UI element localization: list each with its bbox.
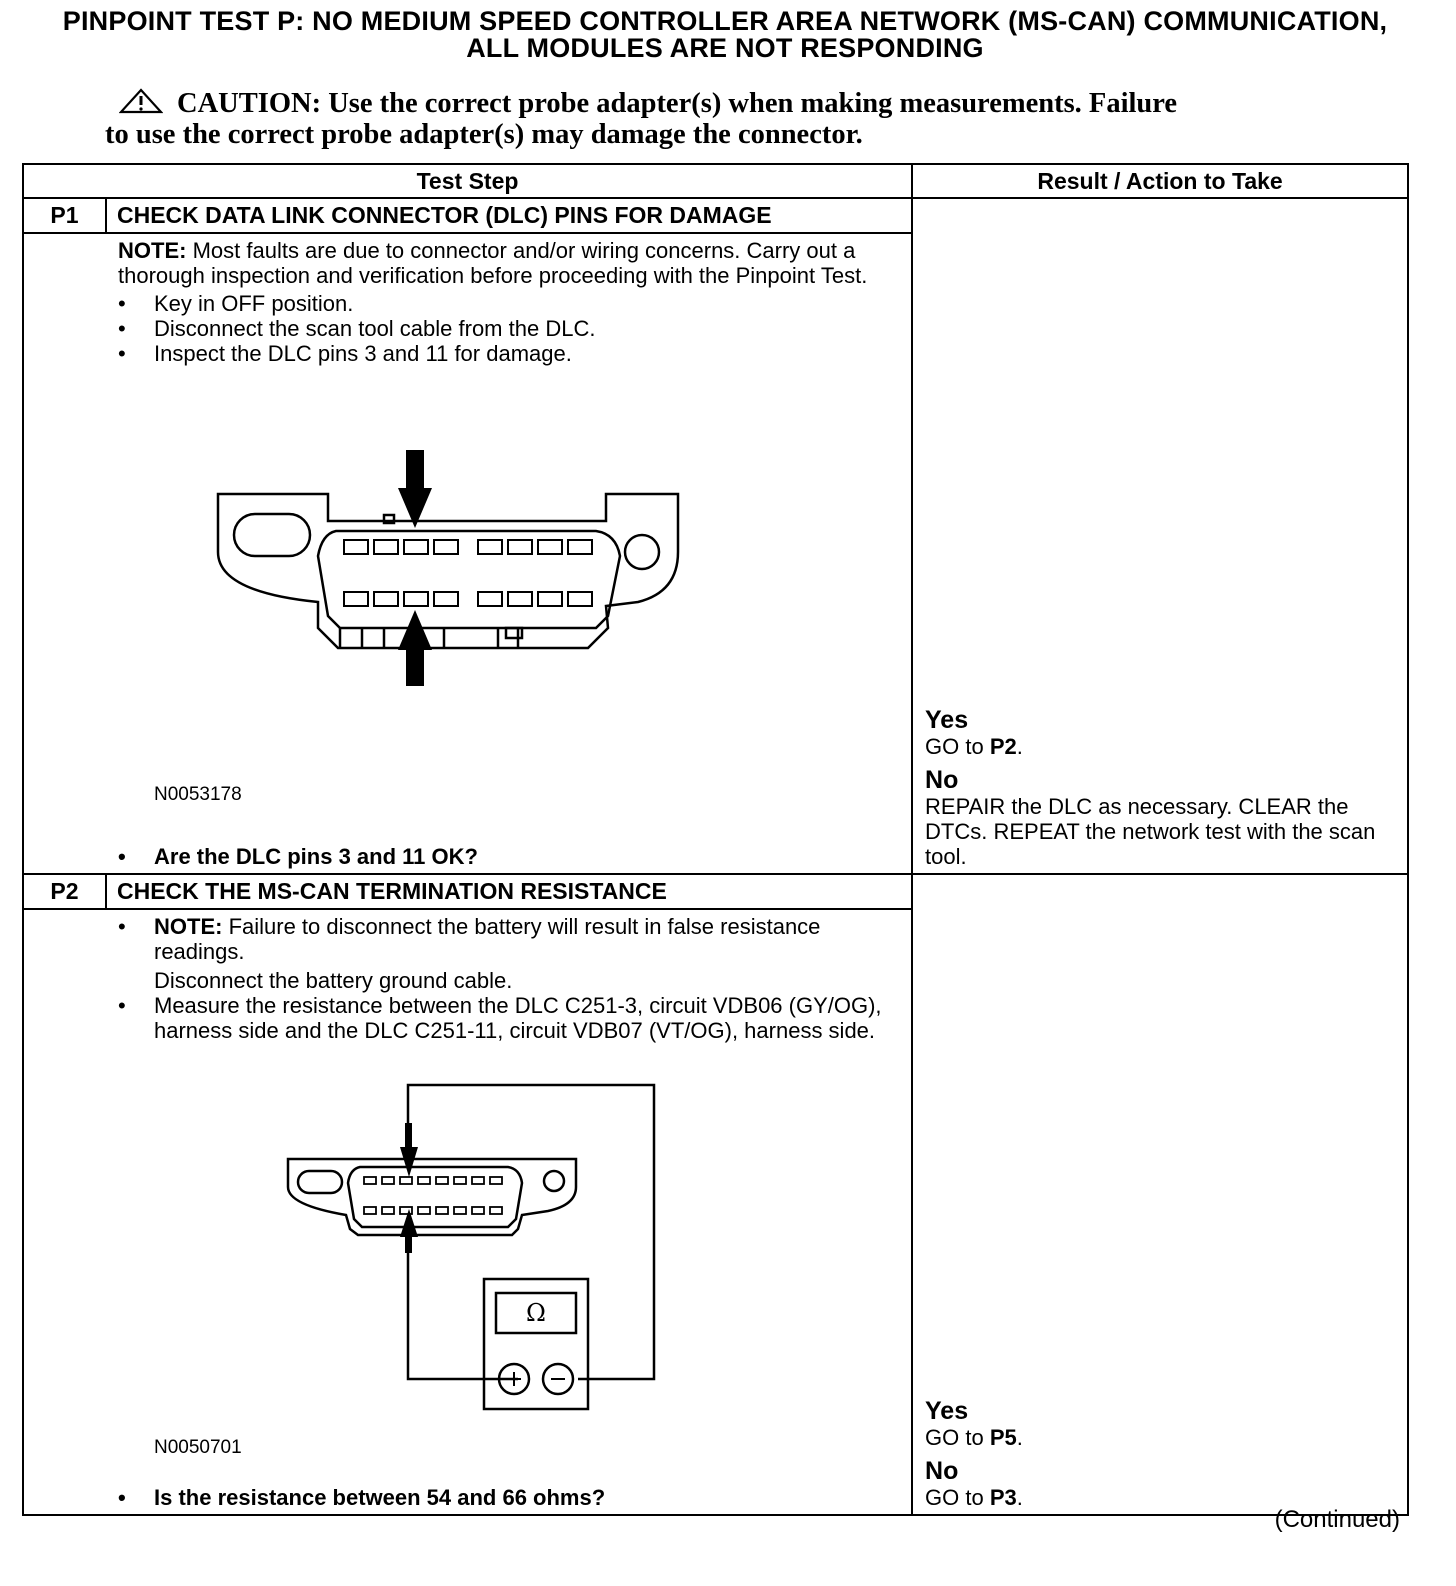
step-p2-yes-label: Yes (925, 1397, 969, 1425)
page-title (20, 8, 1430, 62)
caution-text-line1: Use the correct probe adapter(s) when making measurements. Failure (328, 88, 1178, 119)
caution-notice (105, 88, 1335, 150)
step-p1-no-label: No (925, 766, 959, 794)
step-p2-results (912, 874, 1408, 1515)
step-p2-no-action: GO to P3. (925, 1485, 1023, 1510)
step-p2-question: • Is the resistance between 54 and 66 ohms? (118, 1485, 901, 1510)
step-p1-bullet-2: • Disconnect the scan tool cable from the DLC. (118, 316, 901, 341)
step-p1-figure-area (118, 366, 901, 862)
step-p1-id: P1 (23, 198, 106, 233)
step-p2-yes-target: P5 (989, 1425, 1017, 1450)
caution-text-line2: to use the correct probe adapter(s) may damage the connector. (105, 119, 863, 150)
step-p2-note (118, 914, 901, 964)
step-p2-figure-area (118, 1043, 901, 1463)
step-p2-yes-action: GO to P5. (925, 1425, 1023, 1450)
step-p1-results (912, 198, 1408, 874)
resistance-measurement-diagram (118, 1043, 678, 1443)
warning-triangle-icon (119, 88, 163, 114)
step-p1-yes-label: Yes (925, 706, 969, 734)
step-p2-bullet-measure: • Measure the resistance between the DLC C251-3, circuit VDB06 (GY/OG), harness side and the DLC C251-11, circuit VDB07 (VT/OG), harness side. (118, 993, 901, 1043)
header-result-action: Result / Action to Take (912, 164, 1408, 198)
step-p1-note (118, 238, 901, 288)
step-p1-title-row (23, 198, 1408, 233)
page-title-line1: PINPOINT TEST P: NO MEDIUM SPEED CONTROLLER AREA NETWORK (MS-CAN) COMMUNICATION, (62, 6, 1388, 36)
step-p1-bullet-3: • Inspect the DLC pins 3 and 11 for damage. (118, 341, 901, 366)
step-p2-no-target: P3 (989, 1485, 1017, 1510)
pinpoint-test-table (22, 163, 1409, 1516)
step-p2-figure-code: N0050701 (154, 1437, 242, 1458)
page-title-line2: ALL MODULES ARE NOT RESPONDING (466, 33, 984, 63)
step-p1-body (23, 233, 912, 874)
step-p1-note-label: NOTE: (118, 238, 187, 263)
step-p2-no-label: No (925, 1457, 959, 1485)
ohm-meter-symbol: Ω (526, 1299, 546, 1327)
dlc-connector-pin-diagram (118, 366, 718, 786)
step-p1-note-text: Most faults are due to connector and/or wiring concerns. Carry out a thorough inspection and verification before proceeding with the Pinpoint Test. (118, 238, 868, 288)
step-p2-note-continuation: Disconnect the battery ground cable. (154, 968, 513, 993)
step-p2-id: P2 (23, 874, 106, 909)
step-p1-yes-action: GO to P2. (925, 734, 1023, 759)
step-p2-note-text: Failure to disconnect the battery will result in false resistance readings. (154, 914, 821, 964)
step-p1-no-action: REPAIR the DLC as necessary. CLEAR the DTCs. REPEAT the network test with the scan tool. (925, 794, 1376, 869)
step-p1-figure-code: N0053178 (154, 784, 242, 805)
header-test-step: Test Step (23, 164, 912, 198)
step-p2-title-row (23, 874, 1408, 909)
step-p1-title: CHECK DATA LINK CONNECTOR (DLC) PINS FOR DAMAGE (106, 198, 912, 233)
continued-label: (Continued) (1274, 1506, 1400, 1533)
caution-label: CAUTION: (177, 88, 322, 119)
step-p2-note-label: NOTE: (154, 914, 223, 939)
step-p1-question: • Are the DLC pins 3 and 11 OK? (118, 844, 901, 869)
step-p1-bullet-1: • Key in OFF position. (118, 291, 901, 316)
step-p2-title: CHECK THE MS-CAN TERMINATION RESISTANCE (106, 874, 912, 909)
step-p2-body (23, 909, 912, 1515)
step-p1-yes-target: P2 (989, 734, 1017, 759)
